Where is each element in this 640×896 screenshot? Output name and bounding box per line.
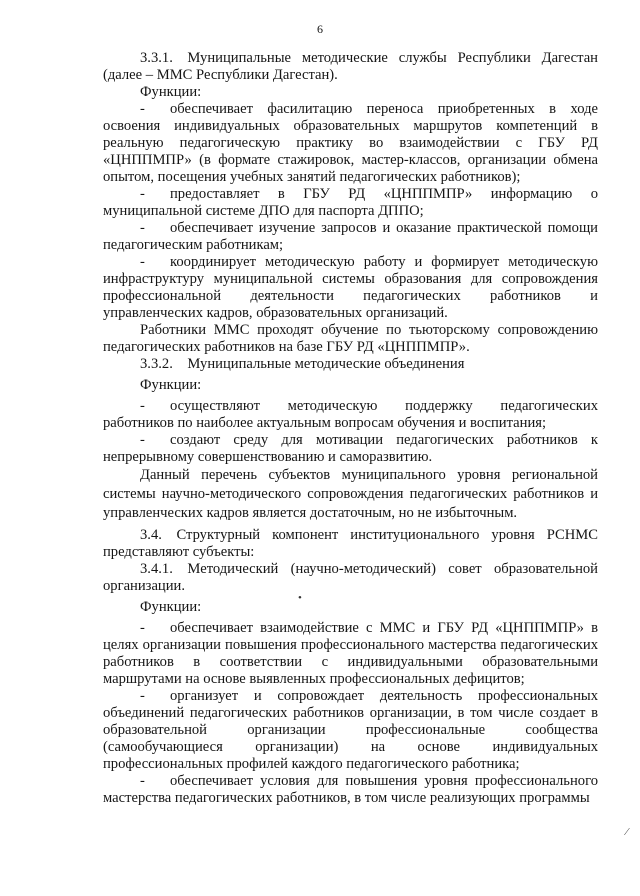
dash-marker: - bbox=[140, 620, 145, 636]
list-item: - обеспечивает взаимодействие с ММС и ГБУ РД «ЦНППМПР» в целях организации повышения профессионального мастерства педагогических работников в соответствии с индивидуальными образовательными маршрутами на основе выявленных профессиональных дефицитов; bbox=[103, 620, 598, 687]
paragraph: Работники ММС проходят обучение по тьюторскому сопровождению педагогических работников на базе ГБУ РД «ЦНППМПР». bbox=[103, 322, 598, 355]
functions-label: Функции: bbox=[140, 84, 202, 100]
dash-marker: - bbox=[140, 398, 145, 414]
dash-marker: - bbox=[140, 432, 145, 448]
dash-marker: - bbox=[140, 101, 145, 117]
list-item: - создают среду для мотивации педагогических работников к непрерывному совершенствованию и саморазвитию. bbox=[103, 432, 598, 465]
list-item: - обеспечивает фасилитацию переноса приобретенных в ходе освоения индивидуальных образовательных маршрутов компетенций в реальную педагогическую практику во взаимодействии с ГБУ РД «ЦНППМПР» (в формате стажировок, мастер-классов, организации обмена опытом, посещения учебных занятий педагогических работников); bbox=[103, 101, 598, 185]
list-item: - координирует методическую работу и формирует методическую инфраструктуру муниципальной системы образования для сопровождения профессиональной деятельности педагогических работников и управленческих кадров, образовательных организаций. bbox=[103, 254, 598, 321]
functions-label: Функции: bbox=[140, 599, 202, 615]
scan-speck: • bbox=[298, 592, 302, 604]
section-heading-3-3-1: 3.3.1. Муниципальные методические службы Республики Дагестан (далее – ММС Республики Дагестан). bbox=[103, 50, 598, 83]
section-heading-3-3-2: 3.3.2. Муниципальные методические объединения bbox=[140, 356, 465, 372]
list-item: - обеспечивает изучение запросов и оказание практической помощи педагогическим работникам; bbox=[103, 220, 598, 253]
paragraph: Данный перечень субъектов муниципального уровня региональной системы научно-методического сопровождения педагогических работников и управленческих кадров является достаточным, но не избыточным. bbox=[103, 467, 598, 521]
scan-speck: ⁄ bbox=[626, 826, 628, 838]
dash-marker: - bbox=[140, 688, 145, 704]
document-body bbox=[103, 50, 598, 807]
dash-marker: - bbox=[140, 220, 145, 236]
dash-marker: - bbox=[140, 773, 145, 789]
section-heading-3-4: 3.4. Структурный компонент институционального уровня РСНМС представляют субъекты: bbox=[103, 527, 598, 560]
list-item: - обеспечивает условия для повышения уровня профессионального мастерства педагогических работников, в том числе реализующих программы bbox=[103, 773, 598, 806]
list-item: - организует и сопровождает деятельность профессиональных объединений педагогических работников организации, в том числе создает в образовательной организации профессиональные сообщества (самообучающиеся организации) на основе индивидуальных профессиональных профилей каждого педагогического работника; bbox=[103, 688, 598, 772]
dash-marker: - bbox=[140, 186, 145, 202]
section-heading-3-4-1: 3.4.1. Методический (научно-методический) совет образовательной организации. bbox=[103, 561, 598, 594]
functions-label: Функции: bbox=[140, 377, 202, 393]
list-item: - предоставляет в ГБУ РД «ЦНППМПР» информацию о муниципальной системе ДПО для паспорта ДППО; bbox=[103, 186, 598, 219]
page-number: 6 bbox=[317, 22, 323, 36]
dash-marker: - bbox=[140, 254, 145, 270]
list-item: - осуществляют методическую поддержку педагогических работников по наиболее актуальным вопросам обучения и воспитания; bbox=[103, 398, 598, 431]
